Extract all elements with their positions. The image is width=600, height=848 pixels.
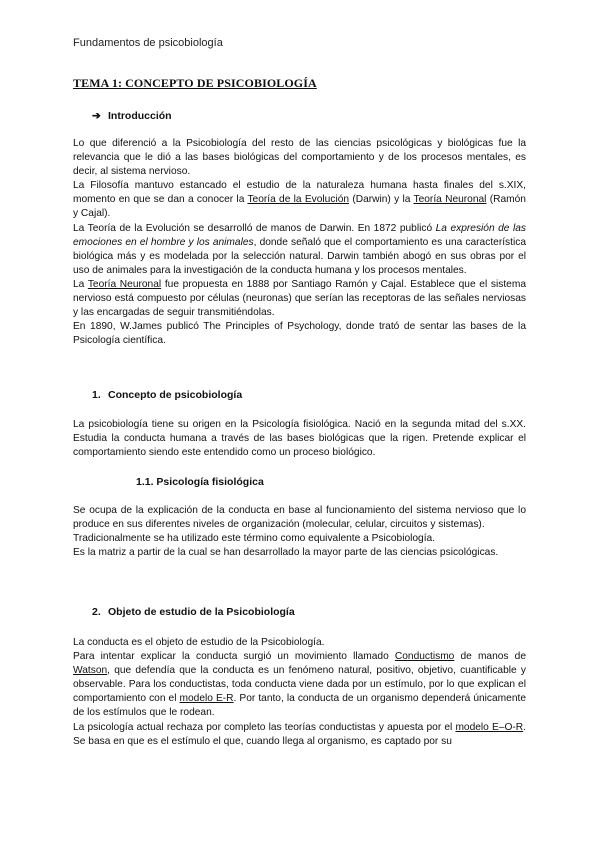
intro-paragraph-3: La Teoría de la Evolución se desarrolló de manos de Darwin. En 1872 publicó La expresión de las emociones en el hombre y los animales, donde señaló que el comportamiento es una característica biológica más y es modelada por la selección natural. Darwin también abogó en sus obras por el uso de animales para la investigación de la conducta humana y los procesos mentales. — [73, 222, 526, 276]
link-teoria-neuronal: Teoría Neuronal — [413, 194, 487, 206]
section-2-paragraph-1: La conducta es el objeto de estudio de la Psicobiología. — [73, 637, 325, 648]
intro-paragraph-5: En 1890, W.James publicó The Principles of Psychology, donde trató de sentar las bases de la Psicología científica. — [73, 321, 526, 347]
intro-paragraph-1: Lo que diferenció a la Psicobiología del resto de las ciencias psicológicas y biológicas fue la relevancia que le dió a las bases biológicas del comportamiento y de los procesos mentales, es decir, al sistema nervioso. — [73, 138, 526, 178]
section-1-1-paragraph-2: Tradicionalmente se ha utilizado este término como equivalente a Psicobiología. — [73, 533, 436, 545]
arrow-right-icon: ➔ — [92, 110, 101, 122]
section-1-1-heading: 1.1. Psicología fisiológica — [136, 476, 264, 488]
intro-paragraph-4: La Teoría Neuronal fue propuesta en 1888 por Santiago Ramón y Cajal. Establece que el sistema nervioso está compuesto por células (neuronas) que serían las receptoras de las señales nerviosas y las encargadas de seguir transmitiéndolas. — [73, 278, 526, 319]
section-1-1-paragraph-1: Se ocupa de la explicación de la conducta en base al funcionamiento del sistema nervioso que lo produce en sus diferentes niveles de organización (molecular, celular, circuitos y sistemas). — [73, 505, 526, 531]
link-modelo-e-o-r: modelo E–O-R — [455, 721, 524, 733]
section-1-heading: 1. Concepto de psicobiología — [92, 389, 243, 401]
section-1-paragraph: La psicobiología tiene su origen en la Psicología fisiológica. Nació en la segunda mitad del s.XX. Estudia la conducta humana a través de las bases biológicas que la rigen. Pretende explicar el comportamiento siendo este entendido como un proceso biológico. — [73, 419, 526, 459]
link-teoria-neuronal-2: Teoría Neuronal — [87, 278, 162, 290]
section-2-body — [73, 636, 526, 749]
intro-body — [73, 137, 526, 348]
section-1-body — [73, 418, 526, 460]
intro-heading — [92, 110, 172, 122]
intro-paragraph-2: La Filosofía mantuvo estancado el estudio de la naturaleza humana hasta finales del s.XIX, momento en que se dan a conocer la Teoría de la Evolución (Darwin) y la Teoría Neuronal (Ramón y Cajal). — [73, 180, 526, 220]
intro-heading-text: Introducción — [108, 110, 172, 122]
document-title: TEMA 1: CONCEPTO DE PSICOBIOLOGÍA — [73, 76, 317, 90]
section-1-1-body — [73, 504, 526, 560]
link-watson: Watson — [73, 665, 108, 677]
section-2-heading: 2. Objeto de estudio de la Psicobiología — [92, 606, 295, 618]
book-title: La expresión de las emociones en el hombre y los animales — [73, 222, 526, 248]
section-2-paragraph-3: La psicología actual rechaza por completo las teorías conductistas y apuesta por el modelo E–O-R. Se basa en que es el estímulo el que, cuando llega al organismo, es captado por su — [73, 721, 526, 747]
section-1-1-paragraph-3: Es la matriz a partir de la cual se han desarrollado la mayor parte de las ciencias psicológicas. — [73, 547, 499, 559]
link-modelo-e-r: modelo E-R — [179, 693, 234, 705]
page-header: Fundamentos de psicobiología — [73, 37, 223, 49]
link-teoria-evolucion: Teoría de la Evolución — [247, 194, 350, 206]
link-conductismo: Conductismo — [394, 651, 455, 663]
section-2-paragraph-2: Para intentar explicar la conducta surgió un movimiento llamado Conductismo de manos de Watson, que defendía que la conducta es un fenómeno natural, positivo, objetivo, cuantificable y observable. Para los conductistas, toda conducta viene dada por un estímulo, por lo que explican el comportamiento con el modelo E-R. Por tanto, la conducta de un organismo dependerá únicamente de los estímulos que le rodean. — [73, 651, 526, 719]
